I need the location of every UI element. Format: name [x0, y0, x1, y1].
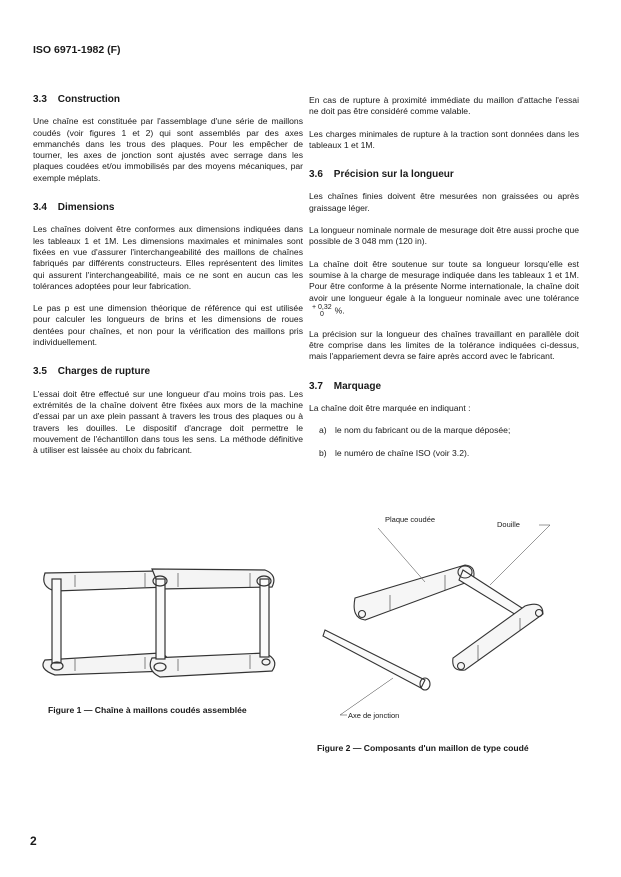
figure-1-caption: Figure 1 — Chaîne à maillons coudés assemblée [48, 705, 247, 715]
paragraph: En cas de rupture à proximité immédiate du maillon d'attache l'essai ne doit pas être considéré comme valable. [309, 95, 579, 117]
section-heading-3-3: 3.3 Construction [33, 94, 120, 105]
section-heading-3-4: 3.4 Dimensions [33, 202, 115, 214]
paragraph: Une chaîne est constituée par l'assemblage d'une série de maillons coudés (voir figures 1 et 2) qui sont assemblés par des axes emmanchés dans les trous des plaques. Pour les empêcher de tourner, les axes de jonction sont ajustés avec serrage dans les plaques coudées et/ou immobilisés par des moyens mécaniques, par exemple méplats. [33, 116, 303, 183]
left-column [33, 94, 303, 467]
paragraph: Le pas p est une dimension théorique de référence qui est utilisée pour calculer les longueurs de brins et les dimensions de roues dentées pour chaînes, et non pour la vérification des maillons pris individuellement. [33, 303, 303, 348]
paragraph: L'essai doit être effectué sur une longueur d'au moins trois pas. Les extrémités de la chaîne doivent être fixées aux mors de la machine d'essai par un axe plein passant à travers les trous des plaques ou à travers les douilles. Le dispositif d'ancrage doit permettre le mouvement de l'échantillon dans tous les sens. La méthode définitive à utiliser est laissée au choix du fabricant. [33, 388, 303, 456]
page-number: 2 [30, 834, 37, 848]
document-id: ISO 6971-1982 (F) [33, 44, 121, 56]
paragraph: La chaîne doit être soutenue sur toute sa longueur lorsqu'elle est soumise à la charge de mesurage indiquée dans les tableaux 1 et 1M. Pour être conforme à la présente Norme internationale, la chaîne doit avoir une longueur égale à la longueur nominale avec une tolérance + 0,32 0 %. [309, 258, 579, 318]
label-pin: Axe de jonction [348, 711, 400, 720]
paragraph: La longueur nominale normale de mesurage doit être aussi proche que possible de 3 048 mm (120 in). [309, 225, 579, 247]
figure-2-link-components [315, 510, 605, 720]
paragraph: La précision sur la longueur des chaînes travaillant en parallèle doit être comprise dans les limites de la tolérance indiquées ci-dessus, mais l'appariement devra se faire après accord avec le fabricant. [309, 328, 579, 362]
label-bushing: Douille [497, 520, 520, 529]
section-heading-3-6: 3.6 Précision sur la longueur [309, 169, 454, 181]
paragraph: La chaîne doit être marquée en indiquant : [309, 403, 471, 414]
paragraph: Les chaînes finies doivent être mesurées non graissées ou après graissage léger. [309, 191, 579, 213]
figure-2-caption: Figure 2 — Composants d'un maillon de type coudé [317, 743, 529, 753]
list-item: a) le nom du fabricant ou de la marque déposée; [319, 425, 511, 436]
section-heading-3-5: 3.5 Charges de rupture [33, 366, 151, 378]
paragraph: Les charges minimales de rupture à la traction sont données dans les tableaux 1 et 1M. [309, 128, 579, 150]
tolerance-value: + 0,32 0 [312, 303, 332, 318]
list-item: b) le numéro de chaîne ISO (voir 3.2). [319, 447, 470, 458]
section-heading-3-7: 3.7 Marquage [309, 380, 382, 392]
right-column [309, 95, 579, 470]
figure-1-assembled-chain [30, 565, 300, 685]
paragraph: Les chaînes doivent être conformes aux dimensions indiquées dans les tableaux 1 et 1M. Les dimensions maximales et minimales sont fixées en vue d'assurer l'interchangeabilité des maillons de chaînes fabriqués par différents constructeurs. Elles représentent des limites qui assurent l'interchangeabilité, mais ce ne sont en aucun cas les tolérances adoptées pour leur fabrication. [33, 224, 303, 291]
label-plate: Plaque coudée [385, 515, 436, 524]
